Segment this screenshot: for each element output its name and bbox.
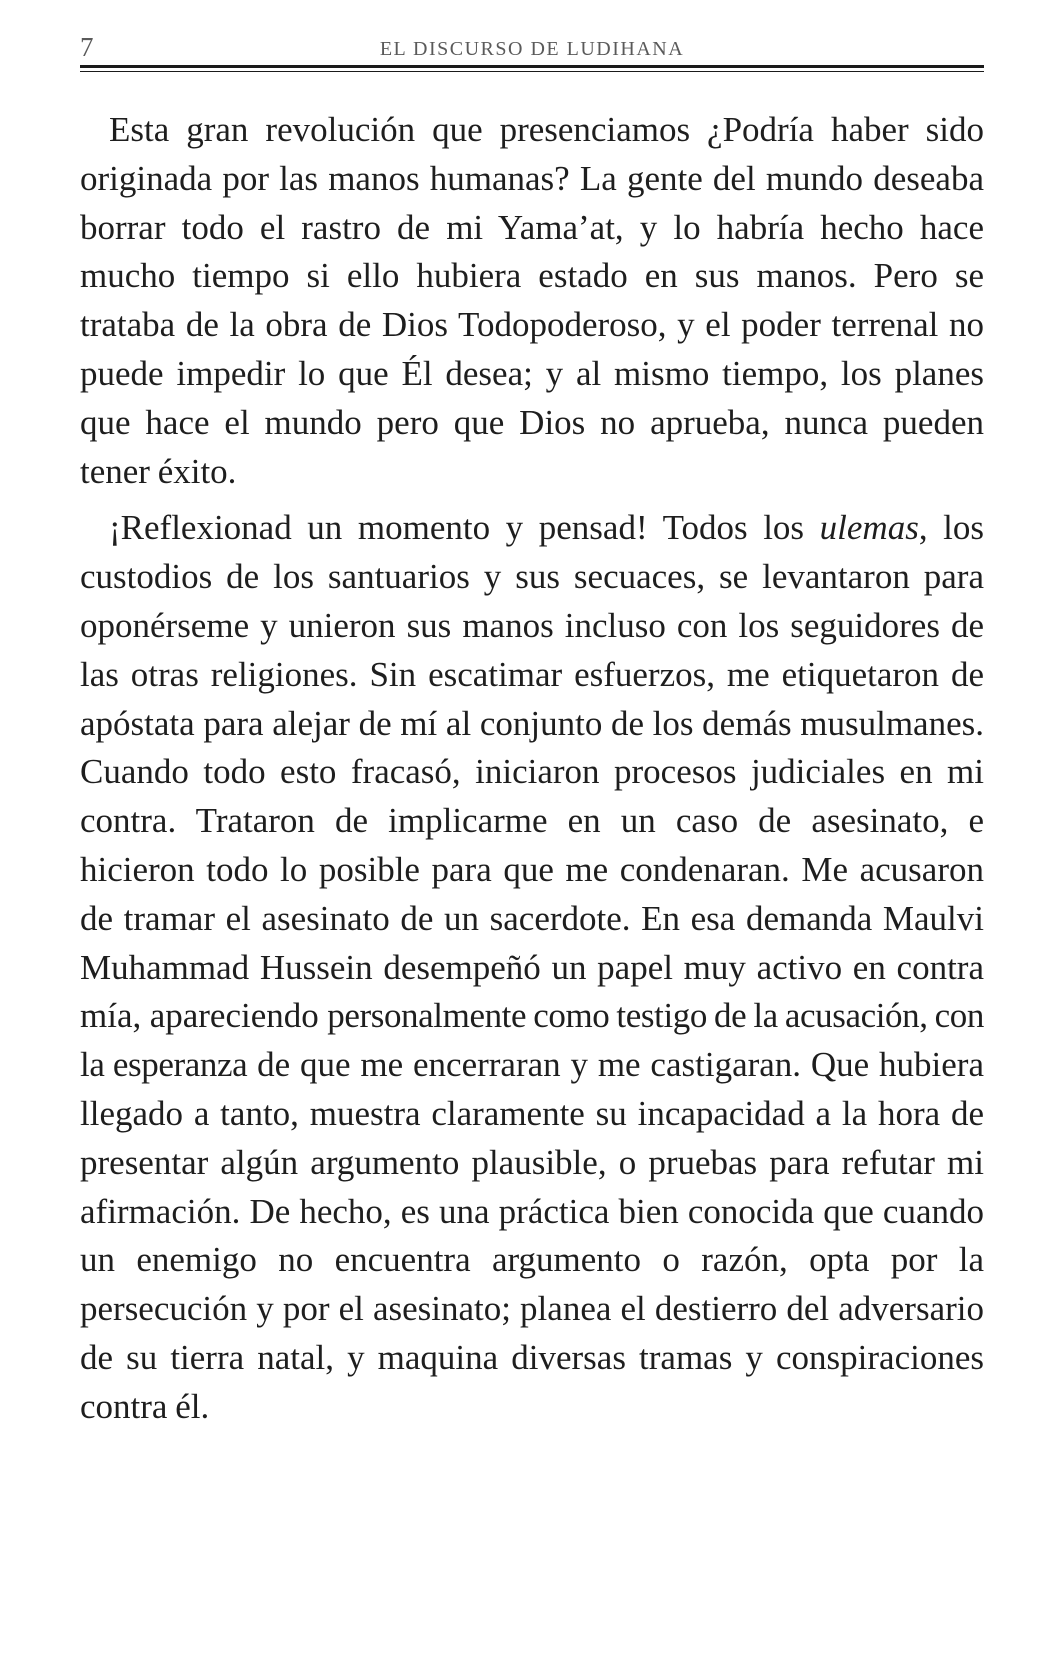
paragraph-2-tight-line: personalmente como testigo de la acusación, con la esperanza [80,996,985,1085]
italic-term-ulemas: ulemas [819,508,919,548]
paragraph-1 [80,106,984,496]
paragraph-2-text-end: de que me encerraran y me castigaran. Que hubiera llegado a tanto, muestra claramente su incapacidad a la hora de presentar algún argumento plausible, o pruebas para refutar mi afirmación. De hecho, es una práctica bien conocida que cuando un enemigo no encuentra argumento o razón, opta por la persecución y por el asesinato; planea el destierro del adversario de su tierra natal, y maquina diversas tramas y conspiraciones contra él. [80,1045,984,1426]
book-title: EL DISCURSO DE LUDIHANA [379,38,685,60]
header-rule-thin [80,71,984,72]
paragraph-2-text-start: ¡Reflexionad un momento y pensad! Todos los [109,508,820,548]
body-text [80,106,984,1432]
header-rule-thick [80,65,984,68]
running-header [80,30,984,66]
paragraph-2-text-middle: , los custodios de los santuarios y sus secuaces, se levantaron para oponérseme y unieron sus manos incluso con los seguidores de las otras religiones. Sin escatimar esfuerzos, me etiquetaron de apóstata para alejar de mí al conjunto de los demás musulmanes. Cuando todo esto fracasó, iniciaron procesos judiciales en mi contra. Trataron de implicarme en un caso de asesinato, e hicieron todo lo posible para que me condenaran. Me acusaron de tramar el asesinato de un sacerdote. En esa demanda Maulvi Muhammad Hussein desempeñó un papel muy activo en contra mía, apareciendo [80,508,984,1036]
page-number: 7 [80,32,94,62]
paragraph-1-text: Esta gran revolución que presenciamos ¿Podría haber sido originada por las manos humanas? La gente del mundo deseaba borrar todo el rastro de mi Yama’at, y lo habría hecho hace mucho tiempo si ello hubiera estado en sus manos. Pero se trataba de la obra de Dios Todopoderoso, y el poder terrenal no puede impedir lo que Él desea; y al mismo tiempo, los planes que hace el mundo pero que Dios no aprueba, nunca pueden tener éxito. [80,110,984,491]
paragraph-2 [80,504,984,1431]
